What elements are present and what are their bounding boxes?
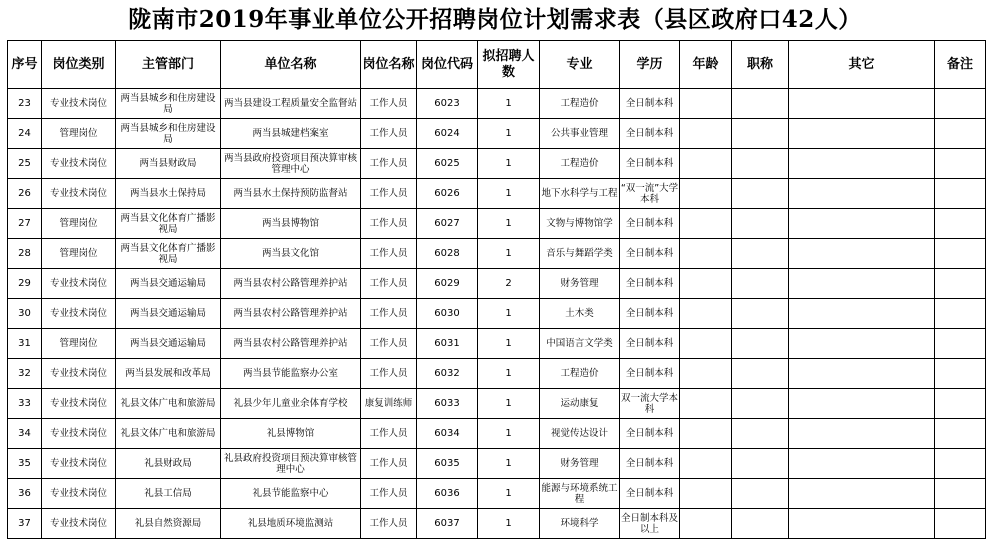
cell-post-code: 6036: [417, 479, 478, 509]
cell-title: [732, 449, 789, 479]
cell-department: 两当县文化体育广播影视局: [116, 239, 221, 269]
cell-other: [789, 269, 935, 299]
cell-department: 两当县交通运输局: [116, 269, 221, 299]
cell-post-category: 专业技术岗位: [42, 149, 116, 179]
cell-unit-name: 两当县博物馆: [221, 209, 361, 239]
table-body: [8, 89, 986, 539]
header-education: 学历: [620, 41, 680, 89]
cell-hire-count: 1: [478, 479, 540, 509]
cell-remark: [935, 89, 986, 119]
cell-major: 音乐与舞蹈学类: [540, 239, 620, 269]
cell-department: 礼县文体广电和旅游局: [116, 419, 221, 449]
cell-remark: [935, 509, 986, 539]
cell-hire-count: 1: [478, 389, 540, 419]
cell-education: 全日制本科: [620, 449, 680, 479]
cell-unit-name: 两当县农村公路管理养护站: [221, 269, 361, 299]
header-department: 主管部门: [116, 41, 221, 89]
cell-title: [732, 389, 789, 419]
table-row: [8, 179, 986, 209]
cell-post-category: 专业技术岗位: [42, 269, 116, 299]
cell-remark: [935, 449, 986, 479]
cell-age: [680, 359, 732, 389]
cell-post-name: 工作人员: [361, 449, 417, 479]
page-title: 陇南市2019年事业单位公开招聘岗位计划需求表（县区政府口42人）: [128, 6, 862, 33]
cell-hire-count: 1: [478, 179, 540, 209]
cell-age: [680, 509, 732, 539]
cell-post-category: 专业技术岗位: [42, 449, 116, 479]
cell-unit-name: 两当县水土保持预防监督站: [221, 179, 361, 209]
cell-seq: 34: [8, 419, 42, 449]
cell-unit-name: 两当县建设工程质量安全监督站: [221, 89, 361, 119]
cell-post-code: 6025: [417, 149, 478, 179]
cell-department: 两当县城乡和住房建设局: [116, 119, 221, 149]
cell-other: [789, 89, 935, 119]
cell-education: 全日制本科及以上: [620, 509, 680, 539]
cell-major: 地下水科学与工程: [540, 179, 620, 209]
cell-post-code: 6023: [417, 89, 478, 119]
cell-remark: [935, 329, 986, 359]
header-remark: 备注: [935, 41, 986, 89]
cell-post-code: 6029: [417, 269, 478, 299]
cell-age: [680, 209, 732, 239]
cell-post-code: 6028: [417, 239, 478, 269]
cell-post-code: 6027: [417, 209, 478, 239]
cell-post-code: 6031: [417, 329, 478, 359]
header-post-code: 岗位代码: [417, 41, 478, 89]
cell-title: [732, 119, 789, 149]
cell-hire-count: 1: [478, 239, 540, 269]
cell-department: 两当县发展和改革局: [116, 359, 221, 389]
cell-unit-name: 两当县政府投资项目预决算审核管理中心: [221, 149, 361, 179]
table-header: [8, 41, 986, 89]
cell-post-name: 工作人员: [361, 329, 417, 359]
cell-post-category: 专业技术岗位: [42, 509, 116, 539]
cell-post-code: 6026: [417, 179, 478, 209]
cell-major: 中国语言文学类: [540, 329, 620, 359]
table-row: [8, 419, 986, 449]
cell-department: 两当县交通运输局: [116, 299, 221, 329]
cell-age: [680, 89, 732, 119]
cell-title: [732, 209, 789, 239]
cell-other: [789, 209, 935, 239]
cell-seq: 28: [8, 239, 42, 269]
cell-department: 两当县城乡和住房建设局: [116, 89, 221, 119]
cell-post-name: 工作人员: [361, 479, 417, 509]
cell-post-name: 工作人员: [361, 299, 417, 329]
cell-unit-name: 礼县少年儿童业余体育学校: [221, 389, 361, 419]
cell-major: 工程造价: [540, 359, 620, 389]
table-row: [8, 449, 986, 479]
header-hire-count: 拟招聘人数: [478, 41, 540, 89]
cell-other: [789, 149, 935, 179]
cell-seq: 36: [8, 479, 42, 509]
cell-post-category: 管理岗位: [42, 119, 116, 149]
cell-post-name: 工作人员: [361, 509, 417, 539]
cell-seq: 33: [8, 389, 42, 419]
header-other: 其它: [789, 41, 935, 89]
cell-seq: 24: [8, 119, 42, 149]
cell-other: [789, 509, 935, 539]
cell-seq: 37: [8, 509, 42, 539]
cell-title: [732, 329, 789, 359]
table-row: [8, 299, 986, 329]
cell-post-category: 专业技术岗位: [42, 389, 116, 419]
cell-department: 两当县水土保持局: [116, 179, 221, 209]
cell-seq: 30: [8, 299, 42, 329]
cell-remark: [935, 299, 986, 329]
cell-post-code: 6030: [417, 299, 478, 329]
cell-remark: [935, 419, 986, 449]
cell-major: 财务管理: [540, 269, 620, 299]
cell-seq: 31: [8, 329, 42, 359]
cell-other: [789, 449, 935, 479]
table-row: [8, 89, 986, 119]
table-row: [8, 239, 986, 269]
cell-post-name: 工作人员: [361, 209, 417, 239]
cell-post-name: 工作人员: [361, 179, 417, 209]
cell-major: 视觉传达设计: [540, 419, 620, 449]
cell-title: [732, 269, 789, 299]
cell-post-code: 6033: [417, 389, 478, 419]
cell-post-category: 专业技术岗位: [42, 299, 116, 329]
cell-title: [732, 89, 789, 119]
table-row: [8, 149, 986, 179]
cell-other: [789, 329, 935, 359]
cell-department: 两当县交通运输局: [116, 329, 221, 359]
cell-hire-count: 1: [478, 89, 540, 119]
header-major: 专业: [540, 41, 620, 89]
cell-unit-name: 两当县节能监察办公室: [221, 359, 361, 389]
cell-department: 礼县自然资源局: [116, 509, 221, 539]
cell-education: 全日制本科: [620, 119, 680, 149]
cell-unit-name: 礼县节能监察中心: [221, 479, 361, 509]
cell-education: 双一流大学本科: [620, 389, 680, 419]
cell-hire-count: 1: [478, 149, 540, 179]
cell-title: [732, 179, 789, 209]
cell-remark: [935, 239, 986, 269]
cell-remark: [935, 179, 986, 209]
cell-education: 全日制本科: [620, 419, 680, 449]
cell-post-name: 工作人员: [361, 419, 417, 449]
cell-remark: [935, 359, 986, 389]
cell-post-code: 6035: [417, 449, 478, 479]
cell-remark: [935, 119, 986, 149]
cell-department: 礼县工信局: [116, 479, 221, 509]
cell-age: [680, 119, 732, 149]
cell-post-code: 6034: [417, 419, 478, 449]
cell-remark: [935, 479, 986, 509]
cell-post-category: 专业技术岗位: [42, 89, 116, 119]
cell-seq: 23: [8, 89, 42, 119]
table-row: [8, 269, 986, 299]
cell-unit-name: 两当县农村公路管理养护站: [221, 329, 361, 359]
cell-other: [789, 119, 935, 149]
cell-unit-name: 两当县农村公路管理养护站: [221, 299, 361, 329]
table-row: [8, 119, 986, 149]
cell-hire-count: 2: [478, 269, 540, 299]
header-post-name: 岗位名称: [361, 41, 417, 89]
cell-other: [789, 419, 935, 449]
cell-post-category: 专业技术岗位: [42, 359, 116, 389]
cell-other: [789, 389, 935, 419]
cell-title: [732, 419, 789, 449]
cell-hire-count: 1: [478, 509, 540, 539]
table-row: [8, 329, 986, 359]
cell-age: [680, 239, 732, 269]
cell-other: [789, 299, 935, 329]
cell-title: [732, 479, 789, 509]
cell-unit-name: 礼县地质环境监测站: [221, 509, 361, 539]
cell-post-name: 工作人员: [361, 89, 417, 119]
cell-remark: [935, 269, 986, 299]
cell-major: 公共事业管理: [540, 119, 620, 149]
cell-age: [680, 299, 732, 329]
cell-hire-count: 1: [478, 329, 540, 359]
cell-major: 土木类: [540, 299, 620, 329]
cell-unit-name: 礼县博物馆: [221, 419, 361, 449]
cell-post-name: 康复训练师: [361, 389, 417, 419]
cell-post-category: 专业技术岗位: [42, 479, 116, 509]
header-unit-name: 单位名称: [221, 41, 361, 89]
cell-department: 礼县财政局: [116, 449, 221, 479]
cell-department: 礼县文体广电和旅游局: [116, 389, 221, 419]
cell-major: 运动康复: [540, 389, 620, 419]
cell-education: 全日制本科: [620, 479, 680, 509]
cell-major: 能源与环境系统工程: [540, 479, 620, 509]
cell-age: [680, 389, 732, 419]
cell-seq: 32: [8, 359, 42, 389]
cell-title: [732, 299, 789, 329]
cell-remark: [935, 209, 986, 239]
cell-education: 全日制本科: [620, 269, 680, 299]
cell-age: [680, 179, 732, 209]
cell-post-category: 管理岗位: [42, 329, 116, 359]
cell-title: [732, 509, 789, 539]
cell-education: 全日制本科: [620, 359, 680, 389]
cell-unit-name: 两当县文化馆: [221, 239, 361, 269]
header-title: 职称: [732, 41, 789, 89]
cell-hire-count: 1: [478, 119, 540, 149]
cell-major: 文物与博物馆学: [540, 209, 620, 239]
header-row: [8, 41, 986, 89]
cell-seq: 26: [8, 179, 42, 209]
cell-hire-count: 1: [478, 209, 540, 239]
cell-education: 全日制本科: [620, 299, 680, 329]
cell-title: [732, 359, 789, 389]
cell-education: 全日制本科: [620, 329, 680, 359]
cell-age: [680, 479, 732, 509]
cell-remark: [935, 389, 986, 419]
cell-major: 工程造价: [540, 89, 620, 119]
cell-post-name: 工作人员: [361, 119, 417, 149]
cell-remark: [935, 149, 986, 179]
cell-unit-name: 礼县政府投资项目预决算审核管理中心: [221, 449, 361, 479]
header-age: 年龄: [680, 41, 732, 89]
table-row: [8, 389, 986, 419]
cell-department: 两当县财政局: [116, 149, 221, 179]
cell-post-name: 工作人员: [361, 269, 417, 299]
cell-other: [789, 179, 935, 209]
header-seq: 序号: [8, 41, 42, 89]
cell-education: 全日制本科: [620, 209, 680, 239]
cell-title: [732, 239, 789, 269]
cell-hire-count: 1: [478, 299, 540, 329]
table-row: [8, 359, 986, 389]
table-row: [8, 479, 986, 509]
cell-age: [680, 149, 732, 179]
cell-seq: 25: [8, 149, 42, 179]
cell-seq: 29: [8, 269, 42, 299]
cell-major: 财务管理: [540, 449, 620, 479]
table-row: [8, 209, 986, 239]
cell-other: [789, 479, 935, 509]
cell-hire-count: 1: [478, 449, 540, 479]
cell-hire-count: 1: [478, 359, 540, 389]
cell-department: 两当县文化体育广播影视局: [116, 209, 221, 239]
cell-post-code: 6032: [417, 359, 478, 389]
cell-seq: 27: [8, 209, 42, 239]
cell-post-name: 工作人员: [361, 239, 417, 269]
cell-post-category: 专业技术岗位: [42, 419, 116, 449]
cell-post-name: 工作人员: [361, 149, 417, 179]
header-post-category: 岗位类别: [42, 41, 116, 89]
cell-other: [789, 239, 935, 269]
cell-education: 全日制本科: [620, 149, 680, 179]
cell-education: 全日制本科: [620, 239, 680, 269]
cell-major: 工程造价: [540, 149, 620, 179]
cell-hire-count: 1: [478, 419, 540, 449]
cell-age: [680, 419, 732, 449]
cell-education: “双一流”大学本科: [620, 179, 680, 209]
cell-post-code: 6024: [417, 119, 478, 149]
recruitment-table: [7, 40, 986, 539]
cell-other: [789, 359, 935, 389]
table-row: [8, 509, 986, 539]
cell-major: 环境科学: [540, 509, 620, 539]
cell-post-category: 管理岗位: [42, 239, 116, 269]
cell-unit-name: 两当县城建档案室: [221, 119, 361, 149]
cell-post-category: 专业技术岗位: [42, 179, 116, 209]
cell-age: [680, 329, 732, 359]
cell-title: [732, 149, 789, 179]
cell-post-category: 管理岗位: [42, 209, 116, 239]
cell-post-name: 工作人员: [361, 359, 417, 389]
cell-seq: 35: [8, 449, 42, 479]
cell-education: 全日制本科: [620, 89, 680, 119]
cell-age: [680, 449, 732, 479]
cell-age: [680, 269, 732, 299]
cell-post-code: 6037: [417, 509, 478, 539]
